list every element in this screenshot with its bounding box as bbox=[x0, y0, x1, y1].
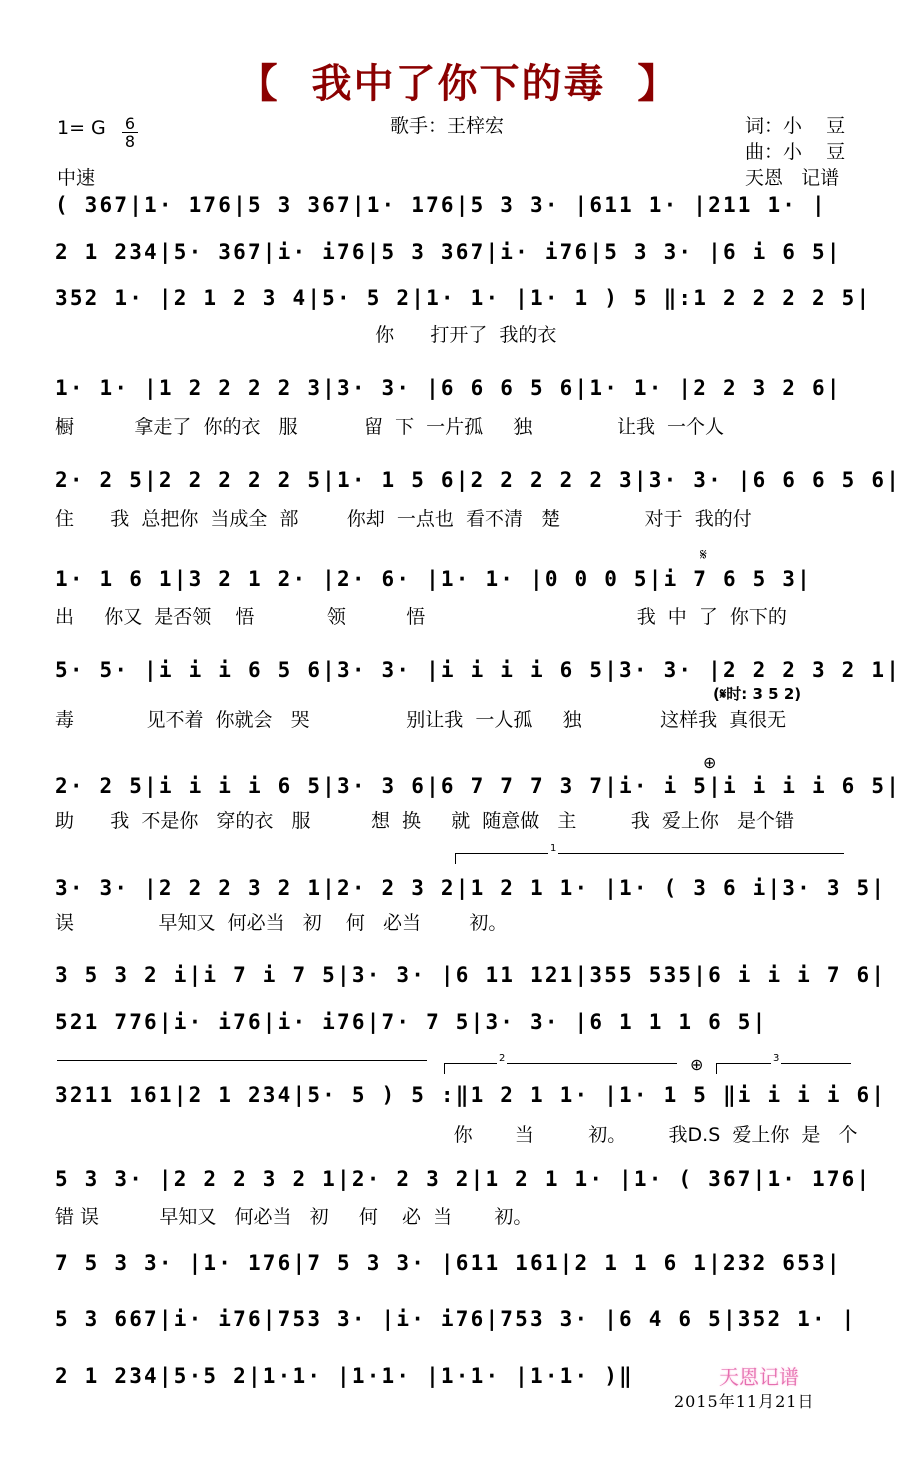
notation-row: 1· 1 6 1|3 2 1 2· |2· 6· |1· 1· |0 0 0 5|i 7 6 5 3| bbox=[55, 567, 812, 591]
time-signature-bottom: 8 bbox=[124, 132, 136, 151]
ds-alternate-note: (𝄋时: 3 5 2) bbox=[713, 685, 802, 703]
transcriber-credit: 天恩 记谱 bbox=[745, 167, 840, 189]
song-title: 【 我中了你下的毒 】 bbox=[237, 61, 680, 107]
notation-row: 2 1 234|5· 367|i· i76|5 3 367|i· i76|5 3 3· |6 i 6 5| bbox=[55, 240, 842, 264]
notation-row: 2 1 234|5·5 2|1·1· |1·1· |1·1· |1·1· )‖ bbox=[55, 1364, 634, 1388]
notation-row: 352 1· |2 1 2 3 4|5· 5 2|1· 1· |1· 1 ) 5 ‖:1 2 2 2 2 5| bbox=[55, 286, 872, 310]
key-signature: 1= G bbox=[57, 117, 106, 139]
notation-row: 5 3 667|i· i76|753 3· |i· i76|753 3· |6 4 6 5|352 1· | bbox=[55, 1307, 857, 1331]
notation-row: 1· 1· |1 2 2 2 2 3|3· 3· |6 6 6 5 6|1· 1· |2 2 3 2 6| bbox=[55, 376, 842, 400]
notation-row: 5 3 3· |2 2 2 3 2 1|2· 2 3 2|1 2 1 1· |1· ( 367|1· 176| bbox=[55, 1167, 872, 1191]
lyric-row: 错 误 早知又 何必当 初 何 必 当 初。 bbox=[55, 1206, 533, 1228]
notation-row: 2· 2 5|2 2 2 2 2 5|1· 1 5 6|2 2 2 2 2 3|3· 3· |6 6 6 5 6| bbox=[55, 468, 902, 492]
notation-row: 3· 3· |2 2 2 3 2 1|2· 2 3 2|1 2 1 1· |1· ( 3 6 i|3· 3 5| bbox=[55, 876, 887, 900]
notation-row: 5· 5· |i i i 6 5 6|3· 3· |i i i i 6 5|3· 3· |2 2 2 3 2 1| bbox=[55, 658, 902, 682]
volta-label: 3 bbox=[773, 1053, 780, 1064]
time-signature bbox=[122, 116, 138, 149]
lyric-row: 住 我 总把你 当成全 部 你却 一点也 看不清 楚 对于 我的付 bbox=[55, 508, 752, 530]
notation-row: 3211 161|2 1 234|5· 5 ) 5 :‖1 2 1 1· |1· 1 5 ‖i i i i 6| bbox=[55, 1083, 887, 1107]
lyric-row: 毒 见不着 你就会 哭 别让我 一人孤 独 这样我 真很无 bbox=[55, 709, 787, 731]
time-signature-top: 6 bbox=[124, 114, 136, 133]
lyric-row: 误 早知又 何必当 初 何 必当 初。 bbox=[55, 912, 508, 934]
lyric-row: 你 当 初。 我D.S 爱上你 是 个 bbox=[55, 1124, 858, 1146]
notation-row: 2· 2 5|i i i i 6 5|3· 3 6|6 7 7 7 3 7|i· i 5|i i i i 6 5| bbox=[55, 774, 902, 798]
tempo-marking: 中速 bbox=[57, 167, 96, 189]
singer-credit: 歌手：王梓宏 bbox=[390, 115, 505, 137]
transcriber-stamp: 天恩记谱 bbox=[719, 1365, 799, 1389]
segno-symbol: 𝄋 bbox=[700, 545, 707, 564]
volta-bracket-3 bbox=[716, 1053, 851, 1074]
notation-row: ( 367|1· 176|5 3 367|1· 176|5 3 3· |611 1· |211 1· | bbox=[55, 193, 827, 217]
volta-bracket-1 bbox=[455, 843, 844, 864]
volta-bracket-1-continued bbox=[57, 1060, 427, 1071]
lyric-row: 你 打开了 我的衣 bbox=[55, 324, 557, 346]
lyric-row: 助 我 不是你 穿的衣 服 想 换 就 随意做 主 我 爱上你 是个错 bbox=[55, 810, 794, 832]
volta-label: 1 bbox=[550, 843, 557, 854]
notation-row: 7 5 3 3· |1· 176|7 5 3 3· |611 161|2 1 1 6 1|232 653| bbox=[55, 1251, 842, 1275]
volta-label: 2 bbox=[499, 1053, 506, 1064]
lyricist-credit: 词：小 豆 bbox=[745, 115, 846, 137]
coda-symbol: ⊕ bbox=[690, 1055, 704, 1074]
transcription-date: 2015年11月21日 bbox=[674, 1392, 815, 1411]
notation-row: 521 776|i· i76|i· i76|7· 7 5|3· 3· |6 1 1 1 6 5| bbox=[55, 1010, 768, 1034]
volta-bracket-2 bbox=[444, 1053, 677, 1074]
lyric-row: 出 你又 是否领 悟 领 悟 我 中 了 你下的 bbox=[55, 606, 787, 628]
coda-symbol: ⊕ bbox=[703, 753, 717, 772]
notation-row: 3 5 3 2 i|i 7 i 7 5|3· 3· |6 11 121|355 535|6 i i i 7 6| bbox=[55, 963, 887, 987]
composer-credit: 曲：小 豆 bbox=[745, 141, 846, 163]
lyric-row: 橱 拿走了 你的衣 服 留 下 一片孤 独 让我 一个人 bbox=[55, 416, 725, 438]
